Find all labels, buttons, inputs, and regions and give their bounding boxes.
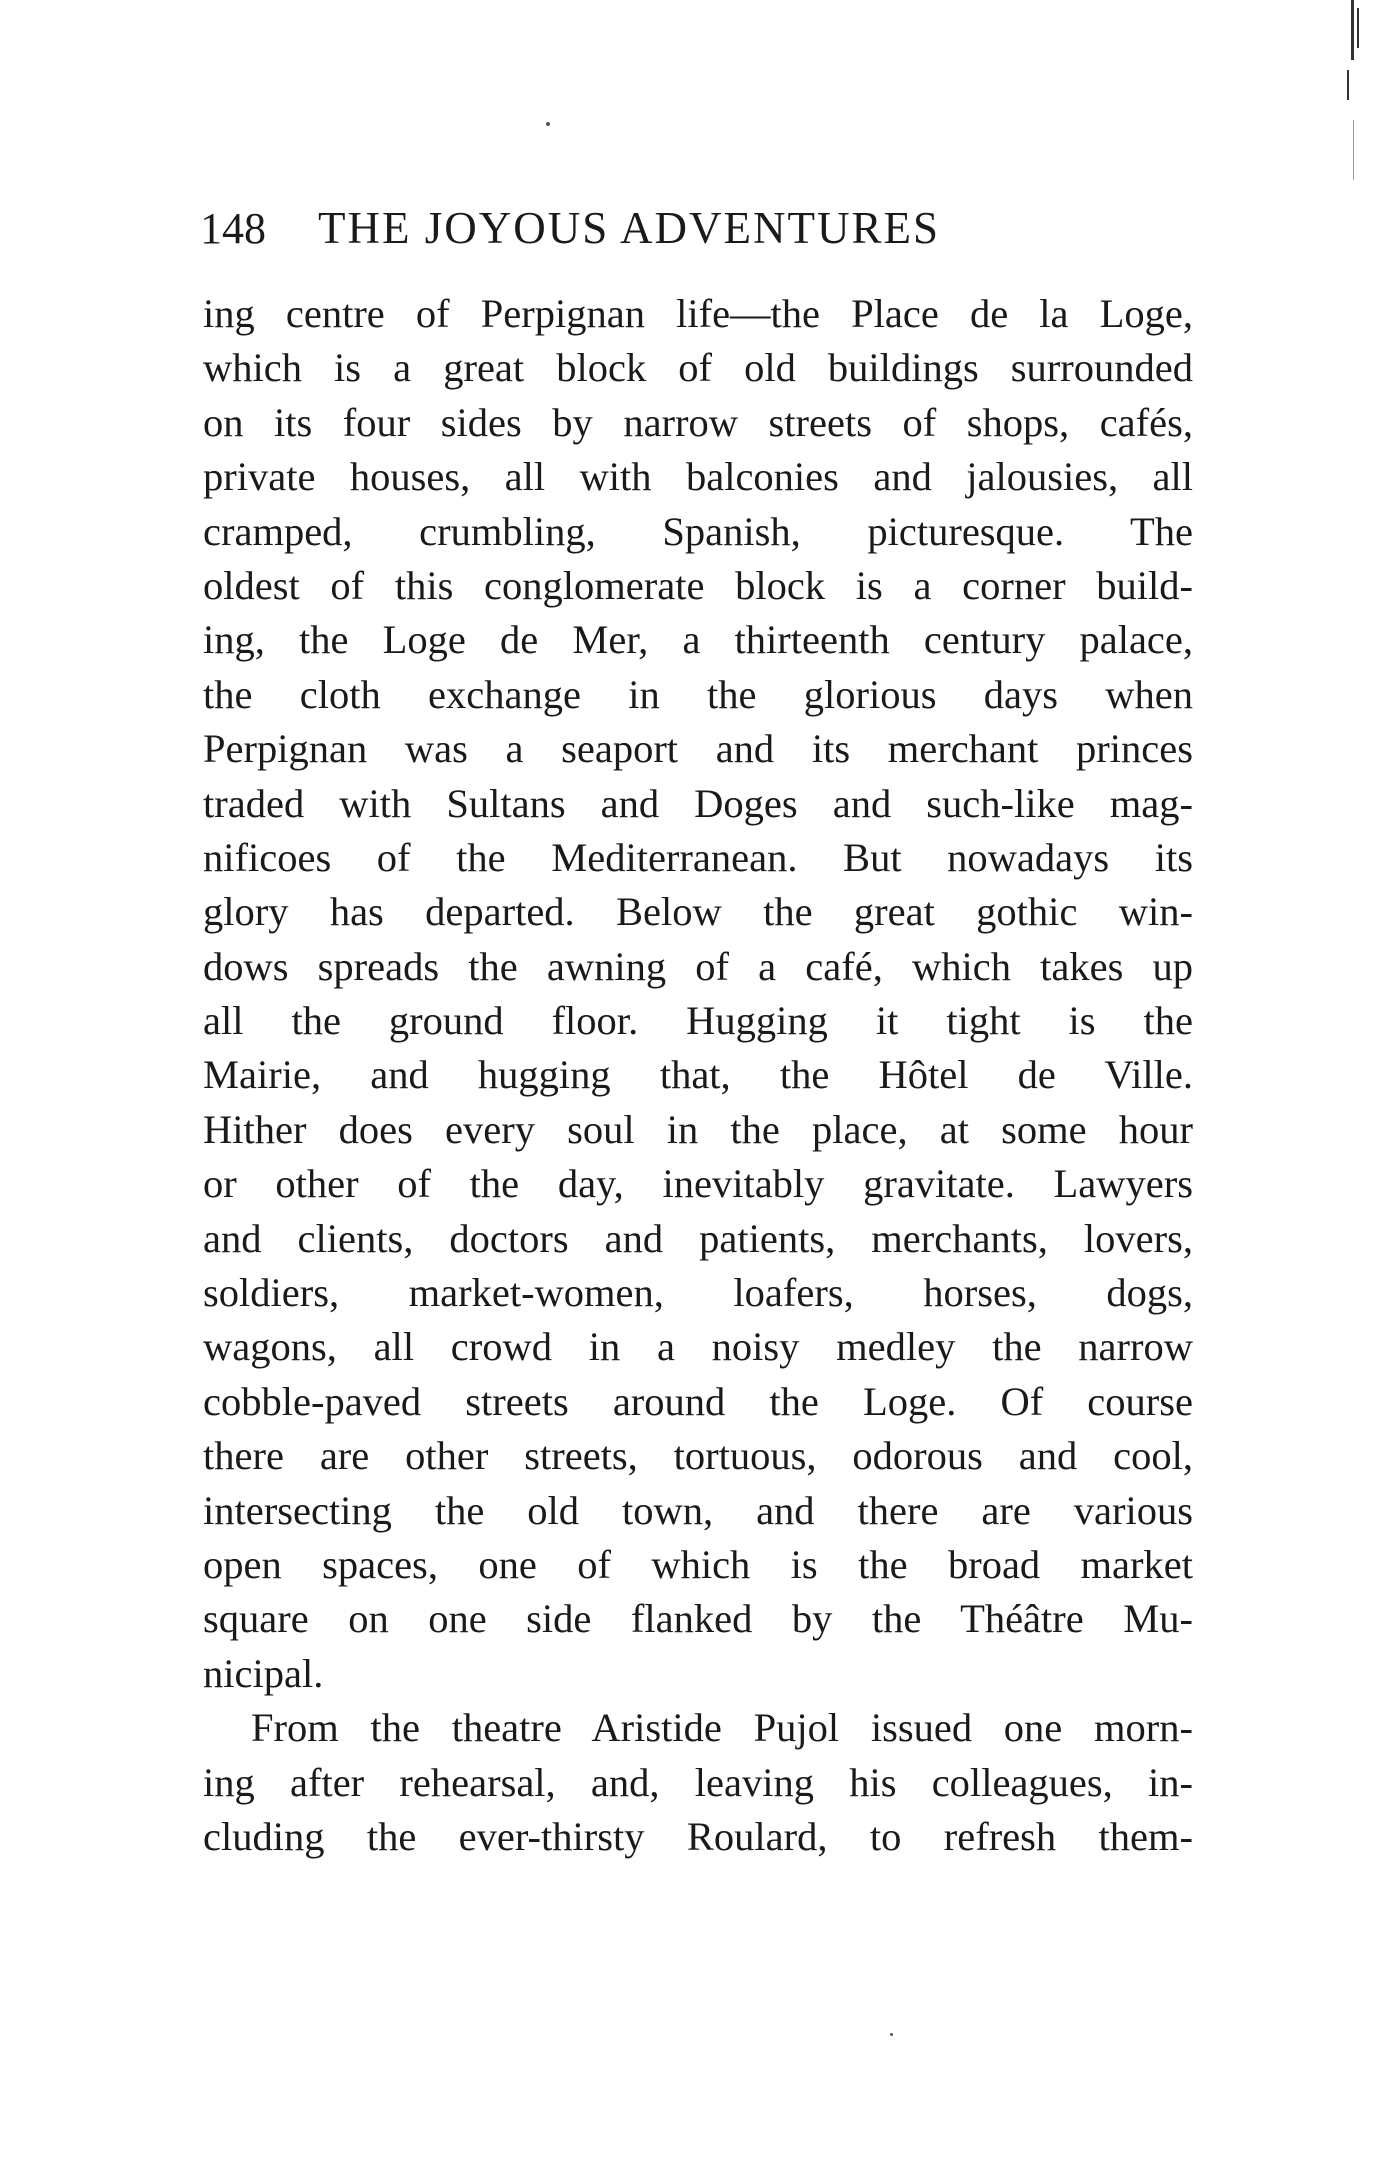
text-line: nificoes of the Mediterranean. But nowadays its xyxy=(203,834,1193,880)
text-line: private houses, all with balconies and jalousies, all xyxy=(203,454,1193,500)
text-line: cluding the ever-thirsty Roulard, to refresh them- xyxy=(203,1813,1193,1859)
text-line: nicipal. xyxy=(203,1650,324,1696)
text-line: Perpignan was a seaport and its merchant princes xyxy=(203,726,1193,772)
text-line: cobble-paved streets around the Loge. Of course xyxy=(203,1378,1193,1424)
page-number: 148 xyxy=(200,204,266,253)
text-line: wagons, all crowd in a noisy medley the narrow xyxy=(203,1324,1193,1370)
text-line: all the ground floor. Hugging it tight is the xyxy=(203,998,1193,1044)
text-line: the cloth exchange in the glorious days when xyxy=(203,671,1193,717)
paragraph xyxy=(203,287,1193,1701)
text-line: Hither does every soul in the place, at some hour xyxy=(203,1106,1193,1152)
text-line: ing after rehearsal, and, leaving his colleagues, in- xyxy=(203,1759,1193,1805)
text-line: dows spreads the awning of a café, which takes up xyxy=(203,943,1193,989)
running-title: THE JOYOUS ADVENTURES xyxy=(318,203,941,253)
text-line: ing centre of Perpignan life—the Place de la Loge, xyxy=(203,291,1193,336)
text-line: glory has departed. Below the great gothic win- xyxy=(203,889,1193,935)
text-line: open spaces, one of which is the broad market xyxy=(203,1541,1193,1587)
paragraph xyxy=(203,1701,1193,1864)
text-line: which is a great block of old buildings surrounded xyxy=(203,345,1193,391)
body-text xyxy=(203,287,1193,1864)
text-line: intersecting the old town, and there are various xyxy=(203,1487,1193,1533)
paper-speck xyxy=(546,122,550,126)
text-line: or other of the day, inevitably gravitate. Lawyers xyxy=(203,1161,1193,1207)
text-line: Mairie, and hugging that, the Hôtel de Ville. xyxy=(203,1052,1193,1098)
text-line: ing, the Loge de Mer, a thirteenth century palace, xyxy=(203,617,1193,663)
paper-speck xyxy=(890,2033,893,2036)
page-edge-marks xyxy=(1343,0,1373,230)
text-line: cramped, crumbling, Spanish, picturesque. The xyxy=(203,508,1193,554)
text-line: and clients, doctors and patients, merchants, lovers, xyxy=(203,1215,1193,1261)
text-line: From the theatre Aristide Pujol issued one morn- xyxy=(251,1705,1193,1751)
text-line: soldiers, market-women, loafers, horses, dogs, xyxy=(203,1270,1193,1316)
text-line: on its four sides by narrow streets of shops, cafés, xyxy=(203,399,1193,445)
text-line: there are other streets, tortuous, odorous and cool, xyxy=(203,1433,1193,1479)
running-head xyxy=(200,198,1200,258)
text-line: square on one side flanked by the Théâtre Mu- xyxy=(203,1596,1193,1642)
text-line: traded with Sultans and Doges and such-like mag- xyxy=(203,780,1193,826)
text-line: oldest of this conglomerate block is a corner build- xyxy=(203,562,1193,608)
